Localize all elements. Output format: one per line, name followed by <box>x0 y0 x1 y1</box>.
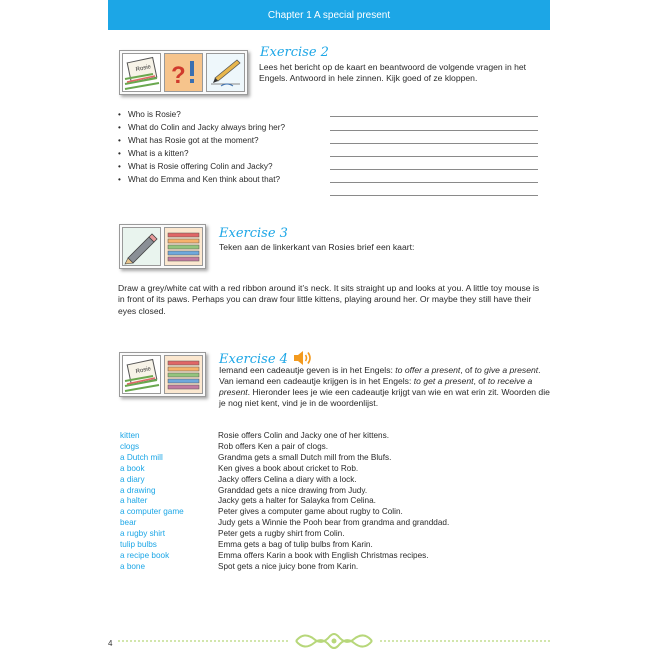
exercise-4-instructions <box>219 365 550 409</box>
question-exclamation-icon <box>164 53 203 92</box>
instruction-text: . Hieronder lees je wie een cadeautje krijgt van wie en wat erin zit. Woorden die je nog niet kent, vind je in de woordenlijst. <box>219 387 550 408</box>
svg-text:?: ? <box>171 62 186 89</box>
question: • What is Rosie offering Colin and Jacky? <box>118 160 285 173</box>
exercise-3-paragraph: Draw a grey/white cat with a red ribbon around it’s neck. It sits straight up and looks at you. A little toy mouse is in front of its paws. Perhaps you can draw four little kittens, playing around her. Or maybe they still have their eyes closed. <box>118 283 540 316</box>
vocabulary-word: a rugby shirt <box>120 529 166 539</box>
exercise-3-instructions: Teken aan de linkerkant van Rosies brief een kaart: <box>219 242 415 252</box>
question: • What do Emma and Ken think about that? <box>118 173 285 186</box>
pencil-icon <box>122 227 161 266</box>
exercise-4-icons <box>119 352 206 397</box>
vocabulary-word: a halter <box>120 496 148 506</box>
vocabulary-list <box>120 431 184 573</box>
sentence: Peter gives a computer game about rugby to Colin. <box>218 507 403 517</box>
answer-line[interactable] <box>330 143 538 144</box>
question: • What is a kitten? <box>118 147 285 160</box>
sentence: Emma gets a bag of tulip bulbs from Karin. <box>218 540 373 550</box>
instruction-phrase: to get a present <box>413 376 474 386</box>
vocabulary-word: a Dutch mill <box>120 452 163 462</box>
instruction-text: , of <box>473 376 488 386</box>
vocabulary-word: a diary <box>120 474 145 484</box>
vocabulary-word: clogs <box>120 441 140 451</box>
answer-line[interactable] <box>330 116 538 117</box>
pen-writing-icon <box>206 53 245 92</box>
chapter-title: Chapter 1 A special present <box>267 9 391 21</box>
ornament-icon <box>118 630 550 652</box>
chapter-header <box>108 0 550 30</box>
sentence: Rosie offers Colin and Jacky one of her kittens. <box>218 431 389 440</box>
sentence: Spot gets a nice juicy bone from Karin. <box>218 561 359 571</box>
answer-line[interactable] <box>330 130 538 131</box>
vocabulary-word: tulip bulbs <box>120 540 157 550</box>
sentence: Ken gives a book about cricket to Rob. <box>218 463 359 473</box>
card-word: Rosie <box>135 366 152 376</box>
answer-line[interactable] <box>330 169 538 170</box>
vocabulary-word: a recipe book <box>120 550 170 560</box>
colored-pencils-icon <box>164 227 203 266</box>
exercise-3-title: Exercise 3 <box>219 226 288 241</box>
question: • Who is Rosie? <box>118 108 285 121</box>
instruction-phrase: to receive a present <box>219 376 533 397</box>
vocabulary-word: a bone <box>120 561 146 571</box>
sentence: Grandma gets a small Dutch mill from the Blufs. <box>218 452 392 462</box>
instruction-text: Iemand een cadeautje geven is in het Engels: <box>219 365 396 375</box>
sentence: Judy gets a Winnie the Pooh bear from grandma and granddad. <box>218 518 450 528</box>
question-list <box>118 108 285 186</box>
exercise-2-icons <box>119 50 248 95</box>
exercise-2-title: Exercise 2 <box>260 45 329 60</box>
vocabulary-word: a book <box>120 463 145 473</box>
sentence: Emma offers Karin a book with English Christmas recipes. <box>218 550 429 560</box>
sentence: Granddad gets a nice drawing from Judy. <box>218 485 368 495</box>
exercise-4-title: Exercise 4 <box>219 352 288 367</box>
sentence: Jacky offers Celina a diary with a lock. <box>218 474 357 484</box>
vocabulary-word: a computer game <box>120 507 184 517</box>
card-icon <box>122 53 161 92</box>
answer-line[interactable] <box>330 195 538 196</box>
exercise-3-icons <box>119 224 206 269</box>
colored-pencils-icon <box>164 355 203 394</box>
question: • What do Colin and Jacky always bring her? <box>118 121 285 134</box>
instruction-text: , of <box>460 365 475 375</box>
sentence: Peter gets a rugby shirt from Colin. <box>218 529 345 539</box>
instruction-phrase: to give a present <box>474 365 539 375</box>
page-number: 4 <box>108 639 113 648</box>
vocabulary-word: a drawing <box>120 485 156 495</box>
card-word: Rosie <box>135 64 152 74</box>
sentence: Rob offers Ken a pair of clogs. <box>218 441 328 451</box>
answer-line[interactable] <box>330 156 538 157</box>
vocabulary-word: kitten <box>120 431 140 440</box>
question: • What has Rosie got at the moment? <box>118 134 285 147</box>
instruction-phrase: to offer a present <box>395 365 461 375</box>
card-icon <box>122 355 161 394</box>
instruction-text: . Van iemand een cadeautje krijgen is in het Engels: <box>219 365 541 386</box>
sentence-list <box>218 431 449 573</box>
vocabulary-word: bear <box>120 518 137 528</box>
sentence: Jacky gets a halter for Salayka from Celina. <box>218 496 376 506</box>
exercise-2-instructions: Lees het bericht op de kaart en beantwoord de volgende vragen in het Engels. Antwoord in hele zinnen. Kijk goed of ze kloppen. <box>259 62 527 83</box>
answer-line[interactable] <box>330 182 538 183</box>
